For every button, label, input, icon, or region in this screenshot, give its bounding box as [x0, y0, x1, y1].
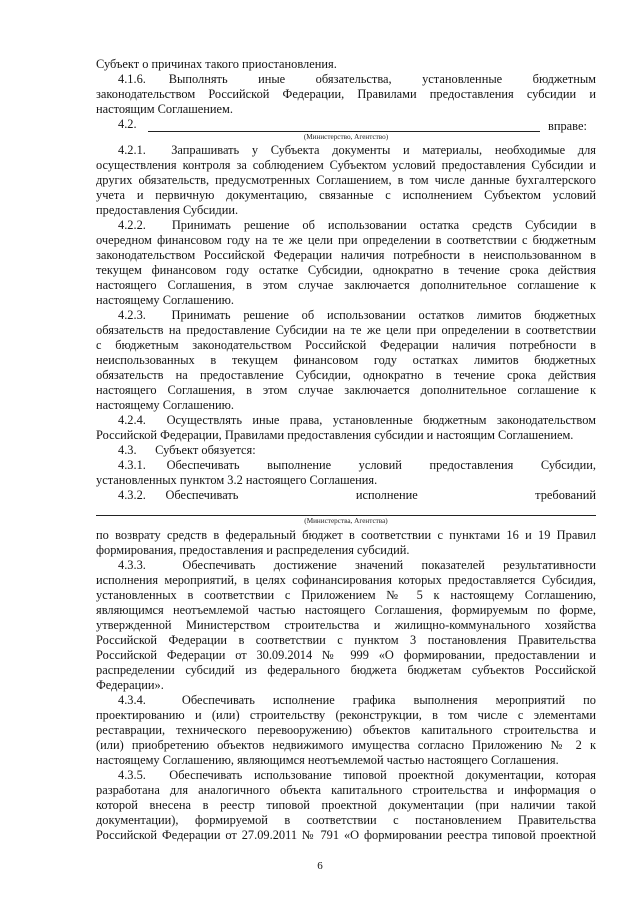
text-line: 4.3.2. Обеспечивать исполнение требований — [118, 488, 596, 502]
text-line: с бюджетным законодательством Российской Федерации наличия потребности в — [96, 338, 596, 352]
field-caption: (Министерства, Агентства) — [304, 517, 388, 525]
fill-in-line — [96, 515, 596, 516]
text-line: 4.1.6. Выполнять иные обязательства, установленные бюджетным — [118, 72, 596, 86]
text-line: неиспользованных в текущем финансовом году остатках лимитов бюджетных — [96, 353, 596, 367]
text-line: настоящему Соглашению, являющимся неотъемлемой частью настоящего Соглашения. — [96, 753, 559, 767]
text-line: настоящему Соглашению. — [96, 398, 234, 412]
text-line: по возврату средств в федеральный бюджет в соответствии с пунктами 16 и 19 Правил — [96, 528, 596, 542]
text-line: 4.3.3. Обеспечивать достижение значений показателей результативности — [118, 558, 596, 572]
text-line: очередном финансовом году на те же цели при определении в соответствии с бюджетным — [96, 233, 596, 247]
text-line: утвержденной Министерством строительства и жилищно-коммунального хозяйства — [96, 618, 596, 632]
text-line: установленных в соответствии с Приложением № 5 к настоящему Соглашению, — [96, 588, 596, 602]
text-line: Российской Федерации от 27.09.2011 № 791 «О формировании реестра типовой проектной — [96, 828, 596, 842]
text-line: обязательств на предоставление Субсидии на те же цели при определении в соответствии — [96, 323, 596, 337]
text-line: 4.2.2. Принимать решение об использовании остатка средств Субсидии в — [118, 218, 596, 232]
text-line: других обязательств, предусмотренных Соглашением, в том числе данные бухгалтерского — [96, 173, 596, 187]
text-line: настоящему Соглашению. — [96, 293, 234, 307]
text-line: 4.3.5. Обеспечивать использование типовой проектной документации, которая — [118, 768, 596, 782]
text-line: являющимся неотъемлемой частью настоящего Соглашения, формируемым по форме, — [96, 603, 596, 617]
text-line: распределении субсидий из федерального бюджета бюджетам субъектов Российской — [96, 663, 596, 677]
text-line: Российской Федерации в соответствии с пунктом 3 постановления Правительства — [96, 633, 596, 647]
text-line: настоящего Соглашения, в этом случае заключается дополнительное соглашение к — [96, 383, 596, 397]
text-line: разработана для аналогичного объекта капитального строительства и информация о — [96, 783, 596, 797]
text-line: законодательством Российской Федерации, Правилами предоставления субсидии и — [96, 87, 596, 101]
text-line: обязательств на предоставление Субсидии, однократно в течение срока действия — [96, 368, 596, 382]
text-line: 4.3. Субъект обязуется: — [118, 443, 256, 457]
text-line: 4.3.1. Обеспечивать выполнение условий предоставления Субсидии, — [118, 458, 596, 472]
text-line: настоящего Соглашения, в этом случае заключается дополнительное соглашение к — [96, 278, 596, 292]
text-line: документации), формируемой в соответствии с постановлением Правительства — [96, 813, 596, 827]
text-line: учета и первичную документацию, связанные с исполнением Субъектом условий — [96, 188, 596, 202]
text-line: настоящим Соглашением. — [96, 102, 233, 116]
page-number: 6 — [317, 860, 323, 872]
text-line: (или) приобретению объектов недвижимого имущества согласно Приложению № 2 к — [96, 738, 596, 752]
text-line: текущем финансовом году остатке Субсидии, однократно в течение срока действия — [96, 263, 596, 277]
text-line: исполнения мероприятий, в целях софинансирования которых предоставляется Субсидия, — [96, 573, 596, 587]
text-line: 4.2.3. Принимать решение об использовании остатков лимитов бюджетных — [118, 308, 596, 322]
text-line: Российской Федерации, Правилами предоставления субсидии и настоящим Соглашением. — [96, 428, 574, 442]
text-line: проектированию и (или) строительству (реконструкции, в том числе с элементами — [96, 708, 596, 722]
clause-number: 4.2. — [118, 117, 137, 131]
text-line: законодательством Российской Федерации наличия потребности в неиспользованном в — [96, 248, 596, 262]
text-line: Российской Федерации от 30.09.2014 № 999 «О формировании, предоставлении и — [96, 648, 596, 662]
text-line: предоставления Субсидии. — [96, 203, 239, 217]
text-line: Федерации». — [96, 678, 164, 692]
text-line: вправе: — [548, 119, 587, 133]
text-line: которой внесена в реестр типовой проектной документации (при наличии такой — [96, 798, 596, 812]
text-line: 4.2.4. Осуществлять иные права, установленные бюджетным законодательством — [118, 413, 596, 427]
fill-in-line — [148, 131, 540, 132]
text-line: 4.3.4. Обеспечивать исполнение графика выполнения мероприятий по — [118, 693, 596, 707]
text-line: формирования, предоставления и распределения субсидий. — [96, 543, 410, 557]
text-line: реставрации, технического перевооружению) объектов капитального строительства и — [96, 723, 596, 737]
text-line: 4.2.1. Запрашивать у Субъекта документы и материалы, необходимые для — [118, 143, 596, 157]
text-line: осуществления контроля за соблюдением Субъектом условий предоставления Субсидии и — [96, 158, 596, 172]
text-line: Субъект о причинах такого приостановления. — [96, 57, 337, 71]
text-line: установленных пунктом 3.2 настоящего Соглашения. — [96, 473, 378, 487]
field-caption: (Министерство, Агентство) — [303, 133, 389, 141]
